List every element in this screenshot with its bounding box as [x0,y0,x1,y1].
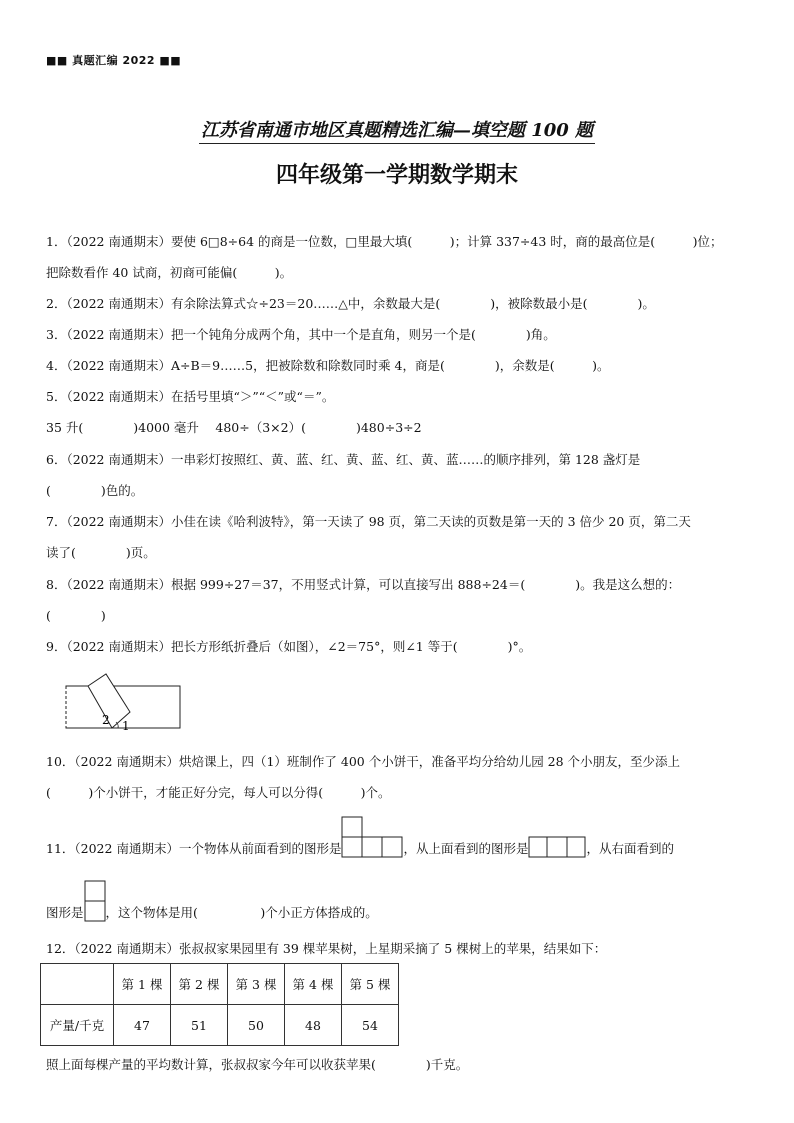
angle-2-label: 2 [102,713,110,727]
table-cell: 48 [285,1005,342,1046]
table-header-cell: 第 3 棵 [228,964,285,1005]
angle-1-label: 1 [122,719,130,733]
table-cell: 51 [171,1005,228,1046]
table-header-cell: 第 2 棵 [171,964,228,1005]
question-6-line-1: 6．（2022 南通期末）一串彩灯按照红、黄、蓝、红、黄、蓝、红、黄、蓝……的顺序排列，第 128 盏灯是 [46,452,641,467]
page-subtitle: 四年级第一学期数学期末 [275,162,518,188]
question-7-line-1: 7．（2022 南通期末）小佳在读《哈利波特》，第一天读了 98 页，第二天读的页数是第一天的 3 倍少 20 页，第二天 [46,514,691,529]
apple-yield-table [40,963,399,1046]
question-10-line-2: ( )个小饼干，才能正好分完，每人可以分得( )个。 [46,785,391,800]
table-cell: 47 [114,1005,171,1046]
question-6-line-2: ( )色的。 [46,483,144,498]
table-cell: 54 [342,1005,399,1046]
question-7-line-2: 读了( )页。 [46,545,156,560]
top-view-figure [528,836,586,858]
table-row [41,1005,399,1046]
question-1-line-1: 1．（2022 南通期末）要使 6□8÷64 的商是一位数，□里最大填( )；计算 337÷43 时，商的最高位是( )位； [46,234,723,249]
question-5: 5．（2022 南通期末）在括号里填“＞”“＜”或“＝”。 [46,389,335,404]
question-8-line-1: 8．（2022 南通期末）根据 999÷27＝37，不用竖式计算，可以直接写出 888÷24＝( )。我是这么想的： [46,577,681,592]
question-12-followup: 照上面每棵产量的平均数计算，张叔叔家今年可以收获苹果( )千克。 [46,1057,469,1072]
table-header-row [41,964,399,1005]
header-tag: ■■ 真题汇编 2022 ■■ [46,54,182,67]
question-10-line-1: 10．（2022 南通期末）烘焙课上，四（1）班制作了 400 个小饼干，准备平均分给幼儿园 28 个小朋友，至少添上 [46,754,681,769]
question-8-line-2: ( ) [46,608,106,623]
question-11-line-2: 图形是 ，这个物体是用( )个小正方体搭成的。 [46,878,378,922]
question-12: 12．（2022 南通期末）张叔叔家果园里有 39 棵苹果树，上星期采摘了 5 棵树上的苹果，结果如下： [46,941,607,956]
question-3: 3．（2022 南通期末）把一个钝角分成两个角，其中一个是直角，则另一个是( )角。 [46,327,556,342]
question-9: 9．（2022 南通期末）把长方形纸折叠后（如图），∠2＝75°，则∠1 等于( )°。 [46,639,532,654]
page-title: 江苏省南通市地区真题精选汇编—填空题 100 题 [0,116,794,142]
table-row-label: 产量/千克 [41,1005,114,1046]
table-header-cell: 第 5 棵 [342,964,399,1005]
question-1-line-2: 把除数看作 40 试商，初商可能偏( )。 [46,265,293,280]
table-header-cell: 第 4 棵 [285,964,342,1005]
front-view-figure [341,816,403,858]
folded-rectangle-figure [62,672,186,734]
table-header-cell: 第 1 棵 [114,964,171,1005]
question-2: 2．（2022 南通期末）有余除法算式☆÷23＝20……△中，余数最大是( )，被除数最小是( )。 [46,296,655,311]
table-cell: 50 [228,1005,285,1046]
question-11-line-1: 11．（2022 南通期末）一个物体从前面看到的图形是 ，从上面看到的图形是 ，从右面看到的 [46,818,674,858]
question-4: 4．（2022 南通期末）A÷B＝9……5，把被除数和除数同时乘 4，商是( )，余数是( )。 [46,358,610,373]
question-5-items: 35 升( )4000 毫升 480÷（3×2）( )480÷3÷2 [46,420,422,435]
table-header-cell [41,964,114,1005]
right-view-figure [84,880,106,922]
